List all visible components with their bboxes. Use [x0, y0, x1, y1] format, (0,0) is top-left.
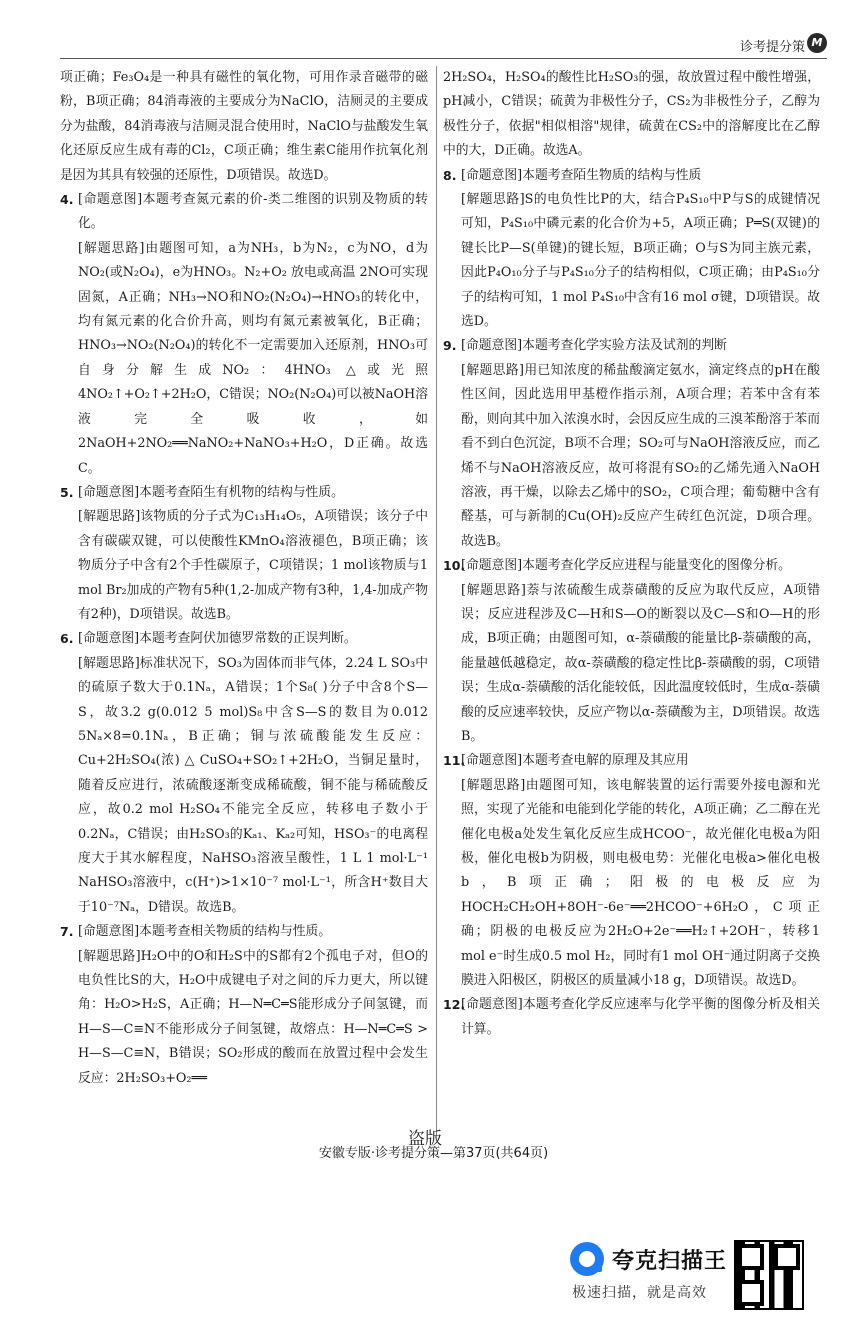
question-7-idea: [解题思路]H₂O中的O和H₂S中的S都有2个孤电子对，但O的电负性比S的大，H₂O中成键电子对之间的斥力更大，所以键角：H₂O>H₂S，A正确；H—N═C═S能形成分子间氢键，而H—S—C≡N不能形成分子间氢键，故熔点：H—N═C═S > H—S—C≡N，B错误；SO₂形成的酸而在放置过程中会发生反应：2H₂SO₃+O₂══ — [78, 948, 428, 1086]
question-8-intent: [命题意图]本题考查陌生物质的结构与性质 — [461, 167, 702, 183]
question-6-idea: [解题思路]标准状况下，SO₃为固体而非气体，2.24 L SO₃中的硫原子数大于0.1Nₐ，A错误；1个S₈( )分子中含8个S—S，故3.2 g(0.012 5 mol)S₈中含S—S的数目为0.012 5Nₐ×8=0.1Nₐ，B正确；铜与浓硫酸能发生反应：Cu+2H₂SO₄(浓) △ CuSO₄+SO₂↑+2H₂O，当铜足量时，随着反应进行，浓硫酸逐渐变成稀硫酸，铜不能与稀硫酸反应，故0.2 mol H₂SO₄不能完全反应，转移电子数小于0.2Nₐ，C错误；由H₂SO₃的Kₐ₁、Kₐ₂可知，HSO₃⁻的电离程度大于其水解程度，NaHSO₃溶液呈酸性，1 L 1 mol·L⁻¹ NaHSO₃溶液中，c(H⁺)>1×10⁻⁷ mol·L⁻¹，所含H⁺数目大于10⁻⁷Nₐ，D错误。故选B。 — [78, 655, 428, 915]
question-6-intent: [命题意图]本题考查阿伏加德罗常数的正误判断。 — [78, 631, 357, 647]
question-12-number: 12. — [443, 997, 466, 1013]
question-4-number: 4. — [60, 192, 74, 208]
scanner-slogan: 极速扫描，就是高效 — [572, 1285, 707, 1301]
scanner-name: 夸克扫描王 — [612, 1249, 728, 1274]
watermark: 盗版 — [408, 1129, 442, 1149]
right-intro: 2H₂SO₄，H₂SO₄的酸性比H₂SO₃的强，故放置过程中酸性增强，pH减小，C错误；硫黄为非极性分子，CS₂为非极性分子，乙醇为极性分子，依据"相似相溶"规律，硫黄在CS₂中的溶解度比在乙醇中的大，D正确。故选A。 — [443, 70, 820, 159]
question-5-idea: [解题思路]该物质的分子式为C₁₃H₁₄O₅，A项错误；该分子中含有碳碳双键，可以使酸性KMnO₄溶液褪色，B项正确；该物质分子中含有2个手性碳原子，C项错误；1 mol该物质与1 mol Br₂加成的产物有5种(1,2-加成产物有3种，1,4-加成产物有2种)，D项错误。故选B。 — [78, 509, 428, 622]
question-11 — [443, 749, 820, 993]
question-7 — [60, 920, 428, 1091]
scanner-logo-icon — [570, 1242, 604, 1276]
question-10-number: 10. — [443, 558, 466, 574]
question-10-intent: [命题意图]本题考查化学反应进程与能量变化的图像分析。 — [461, 558, 791, 574]
question-11-intent: [命题意图]本题考查电解的原理及其应用 — [461, 753, 689, 769]
question-11-number: 11. — [443, 753, 466, 769]
question-9-number: 9. — [443, 338, 457, 354]
question-4-intent: [命题意图]本题考查氮元素的价-类二维图的识别及物质的转化。 — [78, 192, 428, 232]
question-5-number: 5. — [60, 484, 74, 500]
column-divider — [436, 66, 437, 1140]
page-footer: 安徽专版·诊考提分策—第37页(共64页) — [318, 1146, 549, 1161]
question-8 — [443, 164, 820, 335]
left-intro: 项正确；Fe₃O₄是一种具有磁性的氧化物，可用作录音磁带的磁粉，B项正确；84消毒液的主要成分为NaClO，洁厕灵的主要成分为盐酸，84消毒液与洁厕灵混合使用时，NaClO与盐酸发生氧化还原反应生成有毒的Cl₂，C项正确；维生素C能用作抗氧化剂是因为其具有较强的还原性，D项错误。故选D。 — [60, 70, 428, 183]
question-11-idea: [解题思路]由题图可知，该电解装置的运行需要外接电源和光照，实现了光能和电能到化学能的转化，A项正确；乙二醇在光催化电极a处发生氧化反应生成HCOO⁻，故光催化电极a为阳极，催化电极b为阴极，则电极电势：光催化电极a>催化电极b，B项正确；阳极的电极反应为HOCH₂CH₂OH+8OH⁻-6e⁻══2HCOO⁻+6H₂O，C项正确；阴极的电极反应为2H₂O+2e⁻══H₂↑+2OH⁻，转移1 mol e⁻时生成0.5 mol H₂，同时有1 mol OH⁻通过阴离子交换膜进入阳极区，阴极区的质量减小18 g，D项错误。故选D。 — [461, 777, 820, 989]
question-12 — [443, 993, 820, 1042]
question-10-idea: [解题思路]萘与浓硫酸生成萘磺酸的反应为取代反应，A项错误；反应进程涉及C—H和S—O的断裂以及C—S和O—H的形成，B项正确；由题图可知，α-萘磺酸的能量比β-萘磺酸的高，能量越低越稳定，故α-萘磺酸的稳定性比β-萘磺酸的弱，C项错误；生成α-萘磺酸的活化能较低，因此温度较低时，生成α-萘磺酸的反应速率较快，反应产物以α-萘磺酸为主，D项错误。故选B。 — [461, 582, 820, 744]
question-4-idea: [解题思路]由题图可知，a为NH₃，b为N₂，c为NO，d为NO₂(或N₂O₄)，e为HNO₃。N₂+O₂ 放电或高温 2NO可实现固氮，A正确；NH₃→NO和NO₂(N₂O₄)→HNO₃的转化中，均有氮元素的化合价升高，则均有氮元素被氧化，B正确；HNO₃→NO₂(N₂O₄)的转化不一定需要加入还原剂，HNO₃可自身分解生成NO₂：4HNO₃ △或光照 4NO₂↑+O₂↑+2H₂O，C错误；NO₂(N₂O₄)可以被NaOH溶液完全吸收，如2NaOH+2NO₂══NaNO₂+NaNO₃+H₂O，D正确。故选C。 — [78, 240, 428, 476]
question-4 — [60, 188, 428, 481]
question-9-idea: [解题思路]用已知浓度的稀盐酸滴定氨水，滴定终点的pH在酸性区间，因此选用甲基橙作指示剂，A项合理；若苯中含有苯酚，则向其中加入浓溴水时，会因反应生成的三溴苯酚溶于苯而看不到白色沉淀，B项不合理；SO₂可与NaOH溶液反应，而乙烯不与NaOH溶液反应，故可将混有SO₂的乙烯先通入NaOH溶液，再干燥，以除去乙烯中的SO₂，C项合理；葡萄糖中含有醛基，可与新制的Cu(OH)₂反应产生砖红色沉淀，D项合理。故选B。 — [461, 362, 820, 549]
question-8-number: 8. — [443, 167, 457, 183]
question-5 — [60, 481, 428, 627]
question-6 — [60, 627, 428, 920]
scanner-badge — [570, 1238, 735, 1304]
right-column — [443, 66, 820, 1042]
header-logo: M — [807, 33, 827, 53]
qr-code-icon[interactable] — [734, 1240, 804, 1310]
question-7-intent: [命题意图]本题考查相关物质的结构与性质。 — [78, 924, 332, 940]
question-6-number: 6. — [60, 631, 74, 647]
header-brand: 诊考提分策 — [739, 40, 805, 55]
question-7-number: 7. — [60, 924, 74, 940]
header-rule — [60, 58, 827, 59]
question-5-intent: [命题意图]本题考查陌生有机物的结构与性质。 — [78, 484, 344, 500]
question-9-intent: [命题意图]本题考查化学实验方法及试剂的判断 — [461, 338, 727, 354]
question-10 — [443, 554, 820, 749]
left-column — [60, 66, 428, 1091]
question-9 — [443, 334, 820, 554]
question-12-intent: [命题意图]本题考查化学反应速率与化学平衡的图像分析及相关计算。 — [461, 997, 820, 1037]
question-8-idea: [解题思路]S的电负性比P的大，结合P₄S₁₀中P与S的成键情况可知，P₄S₁₀中磷元素的化合价为+5，A项正确；P═S(双键)的键长比P—S(单键)的键长短，B项正确；O与S为同主族元素，因此P₄O₁₀分子与P₄S₁₀分子的结构相似，C项正确；由P₄S₁₀分子的结构可知，1 mol P₄S₁₀中含有16 mol σ键，D项错误。故选D。 — [461, 192, 820, 330]
